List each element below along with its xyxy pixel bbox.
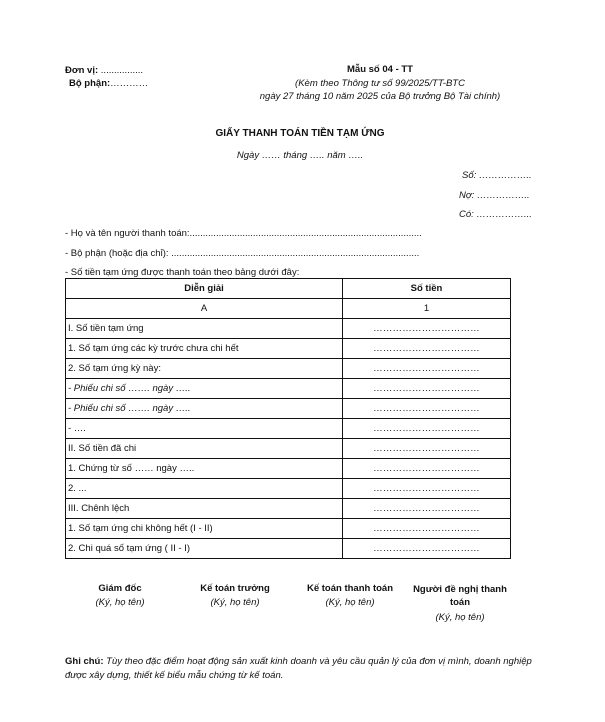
signature-note: (Ký, họ tên)	[325, 597, 375, 608]
table-row	[66, 339, 511, 359]
settlement-table	[65, 278, 511, 559]
signature-note: (Ký, họ tên)	[435, 612, 485, 623]
department-address-line: - Bộ phận (hoặc địa chỉ): ..............................................................................................	[65, 248, 420, 259]
row-description: - Phiếu chi số ……. ngày …..	[66, 399, 343, 419]
dept-line	[69, 78, 148, 89]
table-row	[66, 359, 511, 379]
footnote-label: Ghi chú:	[65, 656, 104, 667]
signature-role: Người đề nghị thanh toán	[413, 584, 507, 608]
row-amount: ……………………………	[343, 379, 511, 399]
row-amount: ……………………………	[343, 459, 511, 479]
amount-intro-line: - Số tiền tạm ứng được thanh toán theo bảng dưới đây:	[65, 267, 300, 278]
signature-payment-accountant	[295, 583, 405, 608]
row-amount: ……………………………	[343, 359, 511, 379]
row-description: 2. Số tạm ứng kỳ này:	[66, 359, 343, 379]
row-amount: ……………………………	[343, 439, 511, 459]
table-subheader-row	[66, 299, 511, 319]
column-header-description: Diễn giải	[66, 279, 343, 299]
row-description: 1. Chứng từ số …… ngày …..	[66, 459, 343, 479]
signature-requester	[405, 583, 515, 623]
table-row	[66, 539, 511, 559]
row-amount: ……………………………	[343, 319, 511, 339]
ref-credit: Có: ……………...	[459, 209, 532, 220]
dept-label: Bộ phận:	[69, 78, 111, 89]
row-amount: ……………………………	[343, 479, 511, 499]
column-code-a: A	[66, 299, 343, 319]
table-row	[66, 499, 511, 519]
unit-label: Đơn vị:	[65, 65, 99, 76]
row-description: II. Số tiền đã chi	[66, 439, 343, 459]
row-description: 1. Số tạm ứng các kỳ trước chưa chi hết	[66, 339, 343, 359]
dept-value: …………	[110, 78, 149, 89]
table-row	[66, 439, 511, 459]
signature-role: Kế toán trưởng	[200, 583, 270, 594]
signature-chief-accountant	[190, 583, 280, 608]
signature-role: Giám đốc	[98, 583, 142, 594]
row-amount: ……………………………	[343, 339, 511, 359]
signature-director	[80, 583, 160, 608]
row-description: 2. Chi quá số tạm ứng ( II - I)	[66, 539, 343, 559]
column-header-amount: Số tiền	[343, 279, 511, 299]
form-number: Mẫu số 04 - TT	[347, 64, 413, 75]
table-row	[66, 519, 511, 539]
row-amount: ……………………………	[343, 499, 511, 519]
table-row	[66, 379, 511, 399]
table-row	[66, 479, 511, 499]
table-row	[66, 459, 511, 479]
table-row	[66, 419, 511, 439]
row-amount: ……………………………	[343, 419, 511, 439]
form-reference: (Kèm theo Thông tư số 99/2025/TT-BTC	[295, 78, 465, 89]
row-amount: ……………………………	[343, 539, 511, 559]
footnote-text: Tùy theo đặc điểm hoạt động sản xuất kinh doanh và yêu cầu quản lý của đơn vị mình, doanh nghiệp được xây dựng, thiết kế biểu mẫu chứng từ kế toán.	[65, 656, 532, 681]
signature-note: (Ký, họ tên)	[210, 597, 260, 608]
row-description: III. Chênh lệch	[66, 499, 343, 519]
row-description: 2. ...	[66, 479, 343, 499]
ref-debit: Nợ: ……………..	[459, 190, 530, 201]
document-title: GIẤY THANH TOÁN TIỀN TẠM ỨNG	[215, 128, 385, 139]
ref-number: Số: ……………..	[462, 170, 532, 181]
table-header-row	[66, 279, 511, 299]
footnote	[65, 655, 535, 683]
column-code-1: 1	[343, 299, 511, 319]
form-issue-date: ngày 27 tháng 10 năm 2025 của Bộ trưởng Bộ Tài chính)	[259, 91, 501, 102]
row-description: I. Số tiền tạm ứng	[66, 319, 343, 339]
unit-value: ................	[98, 65, 144, 76]
row-amount: ……………………………	[343, 519, 511, 539]
signature-role: Kế toán thanh toán	[306, 583, 394, 594]
table-row	[66, 319, 511, 339]
document-date: Ngày …… tháng ….. năm …..	[236, 150, 364, 161]
row-description: - ….	[66, 419, 343, 439]
row-amount: ……………………………	[343, 399, 511, 419]
signature-note: (Ký, họ tên)	[95, 597, 145, 608]
payer-name-line: - Họ và tên người thanh toán:........................................................................................	[65, 228, 422, 239]
unit-line	[65, 65, 143, 76]
table-row	[66, 399, 511, 419]
row-description: 1. Số tạm ứng chi không hết (I - II)	[66, 519, 343, 539]
row-description: - Phiếu chi số ……. ngày …..	[66, 379, 343, 399]
